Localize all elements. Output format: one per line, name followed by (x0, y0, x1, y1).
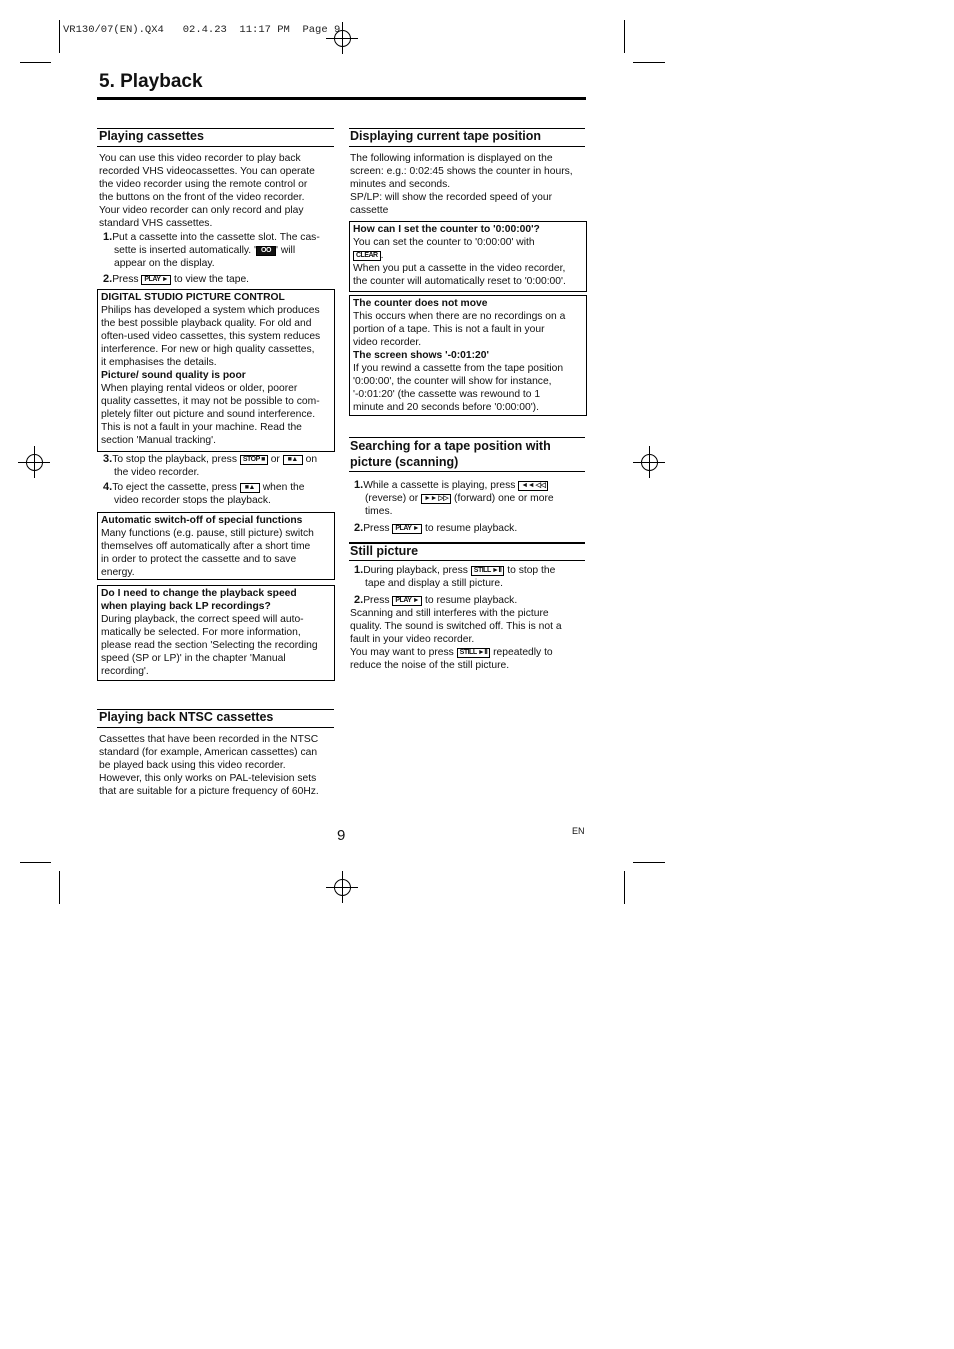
crop-mark (20, 62, 51, 63)
text-line: You can use this video recorder to play back (99, 153, 301, 164)
section-rule (97, 727, 334, 728)
tape-position-text: The following information is displayed on the screen: e.g.: 0:02:45 shows the counter in hours, minutes and seconds. SP/LP: will show the recorded speed of your cassette (350, 153, 573, 216)
clear-button-icon: CLEAR (353, 251, 381, 261)
play-button-icon: PLAY ► (392, 596, 422, 606)
still-button-icon: STILL ►II (471, 566, 505, 576)
still-notes: Scanning and still interferes with the picture quality. The sound is switched off. This is not a fault in your video recorder. You may want to press STILL ►II repeatedly to reduce the noise of the still picture. (350, 608, 562, 671)
scan-step-2: 2.Press PLAY ► to resume playback. (354, 522, 518, 534)
playing-intro (99, 152, 335, 230)
rewind-button-icon: ◄◄ ◁◁ (518, 481, 548, 491)
registration-mark-icon (633, 446, 665, 478)
crop-mark (59, 20, 60, 53)
section-heading-playing-cassettes: Playing cassettes (99, 129, 204, 143)
info-box-reset-counter: How can I set the counter to '0:00:00'? You can set the counter to '0:00:00' with CLEAR . When you put a cassette in the video recorder, the counter will automatically reset to '0:00:00'. (349, 221, 587, 292)
text-line: the video recorder using the remote control or (99, 179, 308, 190)
page-title: 5. Playback (99, 71, 203, 92)
fast-forward-button-icon: ►► ▷▷ (421, 494, 451, 504)
section-rule (349, 560, 585, 561)
crop-mark (20, 862, 51, 863)
text-line: Your video recorder can only record and play (99, 205, 304, 216)
step-1: 1.Put a cassette into the cassette slot. The cas- sette is inserted automatically. ' OO ' will appear on the display. (103, 231, 320, 269)
section-heading-tape-position: Displaying current tape position (350, 129, 541, 143)
info-box-counter-not-moving: The counter does not move This occurs when there are no recordings on a portion of a tape. This is not a fault in your video recorder. The screen shows '-0:01:20' If you rewind a cassette from the tape position '0:00:00', the counter will show for instance, '-0:01:20' (the cassette was rewound to 1 minute and 20 seconds before '0:00:00'). (349, 295, 587, 416)
crop-mark (59, 871, 60, 904)
play-button-icon: PLAY ► (141, 275, 171, 285)
play-button-icon: PLAY ► (392, 524, 422, 534)
section-heading-ntsc: Playing back NTSC cassettes (99, 710, 274, 724)
still-step-1: 1.During playback, press STILL ►II to stop the tape and display a still picture. (354, 564, 556, 589)
stop-button-icon: STOP ■ (240, 455, 268, 465)
still-step-2: 2.Press PLAY ► to resume playback. (354, 594, 518, 606)
text-line: the buttons on the front of the video recorder. (99, 192, 305, 203)
section-heading-scanning: Searching for a tape position with picture (scanning) (350, 439, 551, 469)
step-2: 2.Press PLAY ► to view the tape. (103, 273, 250, 285)
registration-mark-icon (326, 871, 358, 903)
eject-button-icon: ■▲ (240, 483, 260, 493)
scan-step-1: 1.While a cassette is playing, press ◄◄ ◁◁ (reverse) or ►► ▷▷ (forward) one or more times. (354, 479, 554, 517)
info-box-auto-switch-off: Automatic switch-off of special functions Many functions (e.g. pause, still picture) switch themselves off automatically after a short time in order to protect the cassette and to save energy. (97, 512, 335, 580)
title-rule (97, 97, 586, 100)
section-rule (349, 146, 585, 147)
page-number: 9 (337, 827, 346, 844)
cassette-icon: OO (256, 246, 276, 256)
file-slug: VR130/07(EN).QX4 02.4.23 11:17 PM Page 9 (63, 24, 341, 36)
info-box-playback-speed: Do I need to change the playback speed when playing back LP recordings? During playback, the correct speed will auto- matically be selected. For more information, please read the section 'Selecting the recording speed (SP or LP)' in the chapter 'Manual recording'. (97, 585, 335, 681)
still-button-icon: STILL ►II (457, 648, 491, 658)
registration-mark-icon (18, 446, 50, 478)
crop-mark (633, 862, 665, 863)
language-code: EN (572, 826, 585, 836)
section-heading-still-picture: Still picture (350, 544, 419, 558)
text-line: standard VHS cassettes. (99, 218, 213, 229)
step-3: 3.To stop the playback, press STOP ■ or ■▲ on the video recorder. (103, 453, 318, 478)
text-line: recorded VHS videocassettes. You can operate (99, 166, 315, 177)
crop-mark (624, 871, 625, 904)
step-4: 4.To eject the cassette, press ■▲ when the video recorder stops the playback. (103, 481, 305, 506)
ntsc-text: Cassettes that have been recorded in the NTSC standard (for example, American cassettes) can be played back using this video recorder. However, this only works on PAL-television sets that are suitable for a picture frequency of 60Hz. (99, 734, 319, 797)
section-rule (349, 471, 585, 472)
section-rule (97, 146, 334, 147)
crop-mark (633, 62, 665, 63)
info-box-digital-studio: DIGITAL STUDIO PICTURE CONTROL Philips has developed a system which produces the best possible playback quality. For old and often-used video cassettes, this system reduces interference. For new or high quality cassettes, it emphasises the details. Picture/ sound quality is poor When playing rental videos or older, poorer quality cassettes, it may not be possible to com- pletely filter out picture and sound interference. This is not a fault in your machine. Read the section 'Manual tracking'. (97, 289, 335, 452)
eject-button-icon: ■▲ (283, 455, 303, 465)
crop-mark (624, 20, 625, 53)
registration-mark-icon (326, 22, 358, 54)
